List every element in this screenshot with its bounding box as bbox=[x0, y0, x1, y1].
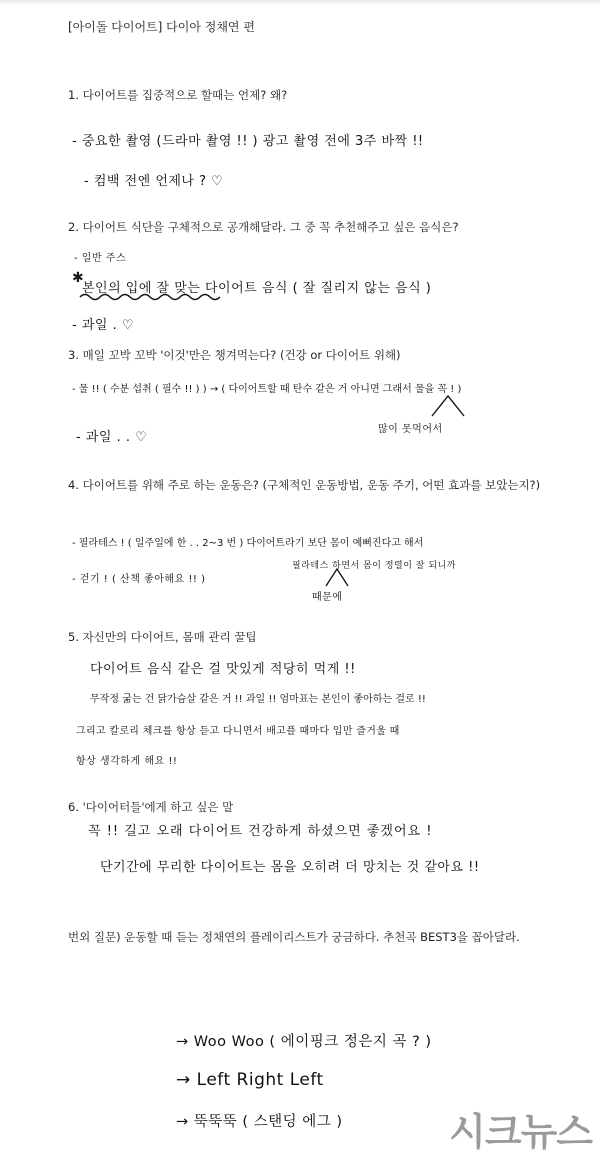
answer-4-note-2: 때문에 bbox=[312, 592, 343, 603]
answer-5-1: 다이어트 음식 같은 걸 맛있게 적당히 먹게 !! bbox=[90, 662, 356, 677]
answer-6-2: 단기간에 무리한 다이어트는 몸을 오히려 더 망치는 것 같아요 !! bbox=[100, 860, 480, 875]
answer-2-3: - 과일 . ♡ bbox=[72, 318, 134, 333]
playlist-1: → Woo Woo ( 에이핑크 정은지 곡 ? ) bbox=[176, 1034, 432, 1050]
answer-2-2: 본인의 입에 잘 맞는 다이어트 음식 ( 잘 질리지 않는 음식 ) bbox=[82, 281, 432, 296]
arrow-up-icon-2 bbox=[322, 566, 352, 588]
watermark-logo: 시크뉴스 bbox=[449, 1110, 592, 1154]
playlist-2: → Left Right Left bbox=[176, 1070, 324, 1090]
answer-5-4: 항상 생각하게 해요 !! bbox=[76, 756, 178, 767]
question-4: 4. 다이어트를 위해 주로 하는 운동은? (구체적인 운동방법, 운동 주기, 어떤 효과를 보았는지?) bbox=[68, 478, 541, 492]
answer-5-3: 그리고 칼로리 체크를 항상 듣고 다니면서 배고플 때마다 입만 즐거울 때 bbox=[76, 726, 400, 737]
answer-4-note: 필라테스 하면서 몸이 정렬이 잘 되니까 bbox=[292, 561, 456, 571]
question-1: 1. 다이어트를 집중적으로 할때는 언제? 왜? bbox=[68, 88, 288, 102]
answer-1-1: - 중요한 촬영 (드라마 촬영 !! ) 광고 촬영 전에 3주 바짝 !! bbox=[72, 134, 424, 149]
question-6: 6. '다이어터들'에게 하고 싶은 말 bbox=[68, 800, 234, 814]
answer-6-1: 꼭 !! 길고 오래 다이어트 건강하게 하셨으면 좋겠어요 ! bbox=[88, 824, 433, 839]
answer-3-note: 많이 못먹어서 bbox=[378, 424, 443, 435]
answer-4-1: - 필라테스 ! ( 일주일에 한 . . 2~3 번 ) 다이어트라기 보단 몸이 예뻐진다고 해서 bbox=[72, 538, 424, 549]
arrow-up-icon bbox=[428, 392, 468, 418]
question-3: 3. 매일 꼬박 꼬박 '이것'만은 챙겨먹는다? (건강 or 다이어트 위해) bbox=[68, 348, 401, 362]
page-title: [아이돌 다이어트] 다이아 정채연 편 bbox=[68, 20, 255, 34]
answer-3-2: - 과일 . . ♡ bbox=[76, 430, 148, 445]
answer-3-1: - 물 !! ( 수분 섭취 ( 필수 !! ) ) → ( 다이어트할 때 탄수 같은 거 아니면 그래서 물을 꼭 ! ) bbox=[72, 384, 462, 395]
playlist-3: → 뚝뚝뚝 ( 스탠딩 에그 ) bbox=[176, 1114, 343, 1130]
star-icon: ✱ bbox=[72, 270, 84, 286]
answer-2-1: - 일반 주스 bbox=[74, 253, 127, 264]
bonus-question: 번외 질문) 운동할 때 듣는 정채연의 플레이리스트가 궁금하다. 추천곡 BEST3을 꼽아달라. bbox=[68, 930, 520, 944]
scan-edge bbox=[0, 0, 600, 6]
question-2: 2. 다이어트 식단을 구체적으로 공개해달라. 그 중 꼭 추천해주고 싶은 음식은? bbox=[68, 220, 459, 234]
answer-1-2: - 컴백 전엔 언제나 ? ♡ bbox=[84, 174, 224, 189]
answer-5-2: 무작정 굶는 건 닭가슴살 같은 거 !! 과일 !! 엄마표는 본인이 좋아하는 걸로 !! bbox=[90, 694, 426, 705]
answer-4-2: - 걷기 ! ( 산책 좋아해요 !! ) bbox=[72, 574, 206, 585]
question-5: 5. 자신만의 다이어트, 몸매 관리 꿀팁 bbox=[68, 630, 257, 644]
wavy-underline bbox=[78, 292, 228, 302]
